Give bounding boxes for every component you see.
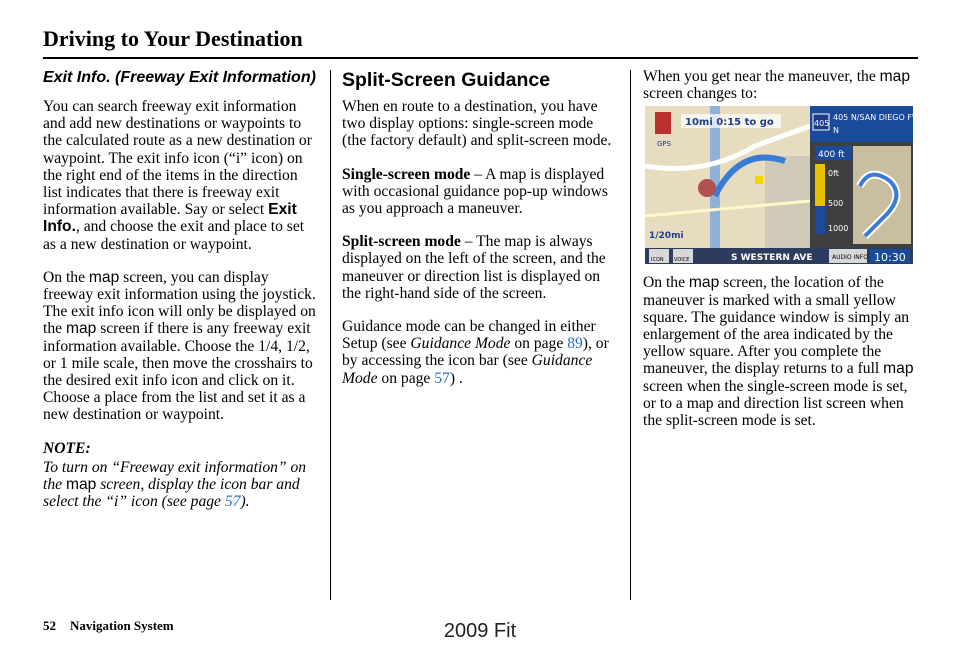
split-screen-label: Split-screen mode [342,233,461,251]
bar-label-0: 0ft [828,169,839,179]
text: You can search freeway exit information and add new destinations or waypoints to the calculated route as a new destination or waypoint. The exit info icon (“i” icon) on the right end of the items in the direction list indicates that there is freeway exit information available. Say or select [43,98,312,219]
split-screen-paragraph [342,233,617,302]
column-divider-1 [330,70,331,600]
road-name-line1: 405 N/SAN DIEGO FWY [833,113,925,123]
proximity-bar-fill [815,206,825,234]
bar-label-500: 500 [828,199,844,209]
distance-time: 10mi 0:15 to go [685,117,774,129]
text: on page [377,369,435,387]
icon-button-label: ICON [651,257,664,264]
shield-number: 405 [814,119,830,129]
exit-info-paragraph [43,98,318,253]
text: screen, you can display freeway exit information using the joystick. The exit info icon will only be displayed on the [43,268,316,338]
note-text [43,459,318,511]
page-link[interactable]: 57 [434,369,450,387]
text: screen, the location of the maneuver is marked with a small yellow square. The guidance window is simply an enlargement of the area indicated by the yellow square. After you complete the maneuver, the display returns to a full [643,274,910,378]
text: on page [510,335,568,353]
column-maneuver [643,68,925,445]
guidance-mode-paragraph [342,318,617,387]
text: , and choose the exit and place to set as a new destination or waypoint. [43,218,305,253]
watermark: 2009 Fit [443,620,517,642]
page-number: 52 [43,618,56,633]
page-link[interactable]: 57 [224,493,241,511]
text: – A map is displayed with occasional guidance pop-up windows as you approach a maneuver. [342,165,608,218]
map-term: map [879,68,910,85]
maneuver-marker [755,176,763,184]
gps-label: GPS [657,140,672,149]
page-link[interactable]: 89 [567,335,583,353]
exit-info-heading: Exit Info. (Freeway Exit Information) [43,69,316,86]
map-exit-paragraph [43,269,318,424]
text: ), or by accessing the icon bar (see [342,335,609,370]
map-term: map [88,268,120,286]
note-label: NOTE: [43,439,91,457]
header-rule [43,57,918,59]
text: ) . [449,369,463,387]
text: On the [643,274,689,292]
text: When you get near the maneuver, the [643,68,880,85]
road-name-line2: N [833,126,839,136]
text: Guidance mode can be changed in either Setup (see [342,318,596,353]
map-term: map [883,360,914,378]
map-scale: 1/20mi [649,231,684,242]
maneuver-intro [643,68,918,102]
guidance-mode-ref: Guidance Mode [342,352,593,387]
voice-button-label: VOICE [674,257,690,264]
navigation-screenshot [645,106,925,265]
maneuver-paragraph [643,274,918,429]
column-exit-info [43,68,318,526]
map-term: map [65,476,97,494]
page-header [43,26,918,60]
text: screen when the single-screen mode is set, or to a map and direction list screen when the split-screen mode is set. [643,377,908,430]
text: To turn on “Freeway exit information” on the [43,458,307,494]
guidance-mode-ref: Guidance Mode [410,335,511,353]
split-screen-heading: Split-Screen Guidance [342,69,551,91]
split-intro-paragraph: When en route to a destination, you have two display options: single-screen mode (the factory default) and split-screen mode. [342,98,612,150]
single-screen-label: Single-screen mode [342,165,471,183]
text: ). [240,493,250,511]
page-title: Driving to Your Destination [43,26,303,51]
text: – The map is always displayed on the left of the screen, and the maneuver or direction list is displayed on the right-hand side of the screen. [342,233,606,302]
column-split-screen [342,68,617,403]
map-term: map [65,320,97,338]
distance-remaining: 400 ft [818,150,845,161]
single-screen-paragraph [342,166,617,218]
clock: 10:30 [874,251,906,265]
text: On the [43,268,89,286]
section-name: Navigation System [70,618,174,633]
exit-info-command: Exit Info. [43,201,297,236]
text: screen, display the icon bar and select the “i” icon (see page [43,476,300,511]
text: screen changes to: [643,85,758,103]
vehicle-position-icon [698,179,716,197]
enlarged-view [853,146,911,244]
column-divider-2 [630,70,631,600]
nav-screen-graphic [645,106,925,265]
text: screen if there is any freeway exit information available. Choose the 1/4, 1/2, or 1 mile scale, then move the crosshairs to the desired exit info icon and click on it. Choose a place from the list and set it as a new destination or waypoint. [43,320,313,424]
bar-label-1000: 1000 [828,224,849,234]
street-name: S WESTERN AVE [731,253,813,264]
audio-info-label: AUDIO INFO [832,254,868,262]
compass-icon [655,112,671,134]
map-term: map [688,274,720,292]
